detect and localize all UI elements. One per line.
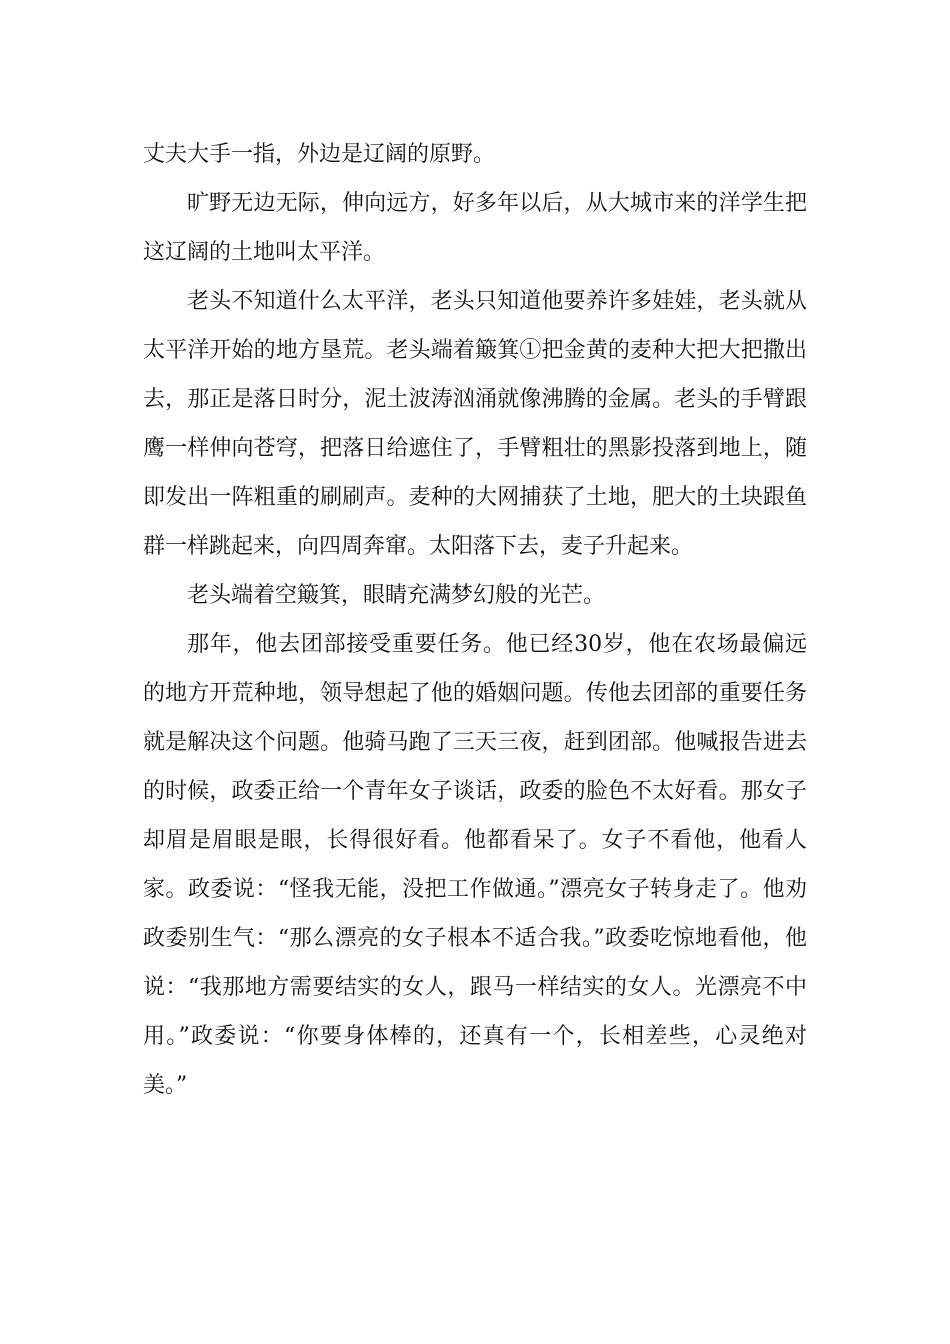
body-text [143, 130, 807, 1110]
paragraph: 老头不知道什么太平洋，老头只知道他要养许多娃娃，老头就从太平洋开始的地方垦荒。老头端着簸箕①把金黄的麦种大把大把撒出去，那正是落日时分，泥土波涛汹涌就像沸腾的金属。老头的手臂跟鹰一样伸向苍穹，把落日给遮住了，手臂粗壮的黑影投落到地上，随即发出一阵粗重的刷刷声。麦种的大网捕获了土地，肥大的土块跟鱼群一样跳起来，向四周奔窜。太阳落下去，麦子升起来。 [143, 289, 807, 559]
paragraph: 丈夫大手一指，外边是辽阔的原野。 [143, 142, 496, 167]
paragraph: 老头端着空簸箕，眼睛充满梦幻般的光芒。 [187, 583, 606, 608]
paragraph: 那年，他去团部接受重要任务。他已经30岁，他在农场最偏远的地方开荒种地，领导想起了他的婚姻问题。传他去团部的重要任务就是解决这个问题。他骑马跑了三天三夜，赶到团部。他喊报告进去的时候，政委正给一个青年女子谈话，政委的脸色不太好看。那女子却眉是眉眼是眼，长得很好看。他都看呆了。女子不看他，他看人家。政委说：“怪我无能，没把工作做通。”漂亮女子转身走了。他劝政委别生气：“那么漂亮的女子根本不适合我。”政委吃惊地看他，他说：“我那地方需要结实的女人，跟马一样结实的女人。光漂亮不中用。”政委说：“你要身体棒的，还真有一个，长相差些，心灵绝对美。” [143, 632, 807, 1098]
paragraph: 旷野无边无际，伸向远方，好多年以后，从大城市来的洋学生把这辽阔的土地叫太平洋。 [143, 191, 807, 265]
